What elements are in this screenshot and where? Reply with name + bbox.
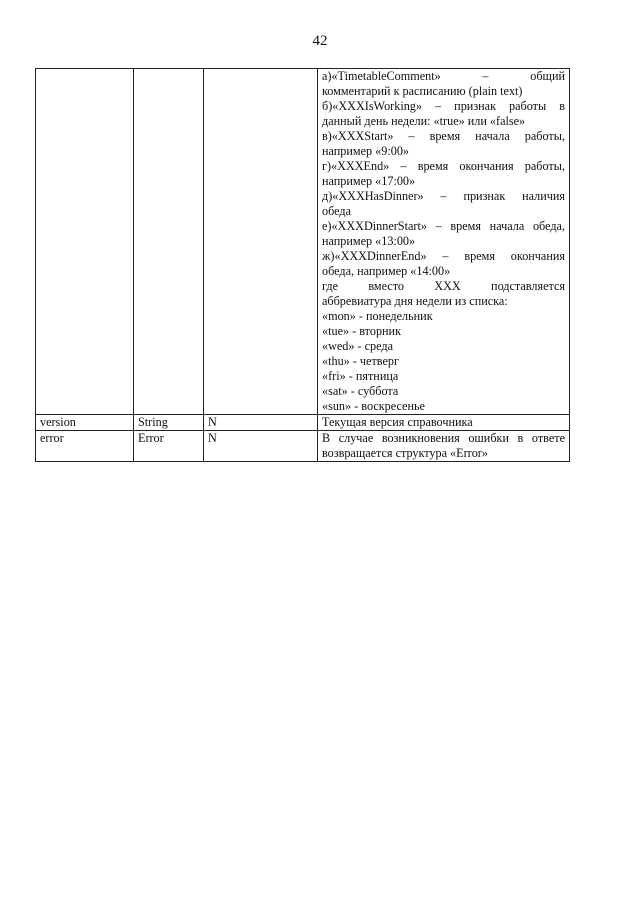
description-line: В случае возникновения ошибки в ответе <box>322 431 565 445</box>
description-line: например «17:00» <box>322 174 416 188</box>
description-line: где вместо XXX подставляется <box>322 279 565 293</box>
description-line: «tue» - вторник <box>322 324 401 338</box>
description-line: «sun» - воскресенье <box>322 399 425 413</box>
description-line: д)«XXXHasDinner» – признак наличия <box>322 189 565 203</box>
description-line: г)«XXXEnd» – время окончания работы, <box>322 159 565 173</box>
description-line: в)«XXXStart» – время начала работы, <box>322 129 565 143</box>
description-line: «mon» - понедельник <box>322 309 433 323</box>
description-line: «sat» - суббота <box>322 384 399 398</box>
description-line: б)«XXXIsWorking» – признак работы в <box>322 99 565 113</box>
parameter-description-cell <box>318 431 570 462</box>
description-line: аббревиатура дня недели из списка: <box>322 294 508 308</box>
parameter-required-cell <box>204 69 318 415</box>
description-line: обеда, например «14:00» <box>322 264 451 278</box>
parameter-required-cell: N <box>204 431 318 462</box>
description-line: например «13:00» <box>322 234 416 248</box>
description-line: возвращается структура «Error» <box>322 446 488 460</box>
description-line: «fri» - пятница <box>322 369 399 383</box>
parameter-required-cell: N <box>204 415 318 431</box>
parameters-table <box>35 68 570 462</box>
parameter-description-cell <box>318 69 570 415</box>
description-line: комментарий к расписанию (plain text) <box>322 84 523 98</box>
description-line: «wed» - среда <box>322 339 394 353</box>
parameter-description-cell <box>318 415 570 431</box>
parameter-type-cell: Error <box>134 431 204 462</box>
parameter-name-cell: error <box>36 431 134 462</box>
table-row <box>36 415 570 431</box>
parameter-name-cell <box>36 69 134 415</box>
table-row <box>36 69 570 415</box>
description-line: обеда <box>322 204 351 218</box>
description-line: например «9:00» <box>322 144 410 158</box>
description-line: «thu» - четверг <box>322 354 399 368</box>
description-line: а)«TimetableComment» – общий <box>322 69 565 83</box>
parameter-type-cell <box>134 69 204 415</box>
description-line: ж)«XXXDinnerEnd» – время окончания <box>322 249 565 263</box>
parameter-type-cell: String <box>134 415 204 431</box>
description-line: Текущая версия справочника <box>322 415 473 429</box>
page-number: 42 <box>312 33 328 49</box>
parameter-name-cell: version <box>36 415 134 431</box>
description-line: данный день недели: «true» или «false» <box>322 114 526 128</box>
table-row <box>36 431 570 462</box>
description-line: е)«XXXDinnerStart» – время начала обеда, <box>322 219 565 233</box>
